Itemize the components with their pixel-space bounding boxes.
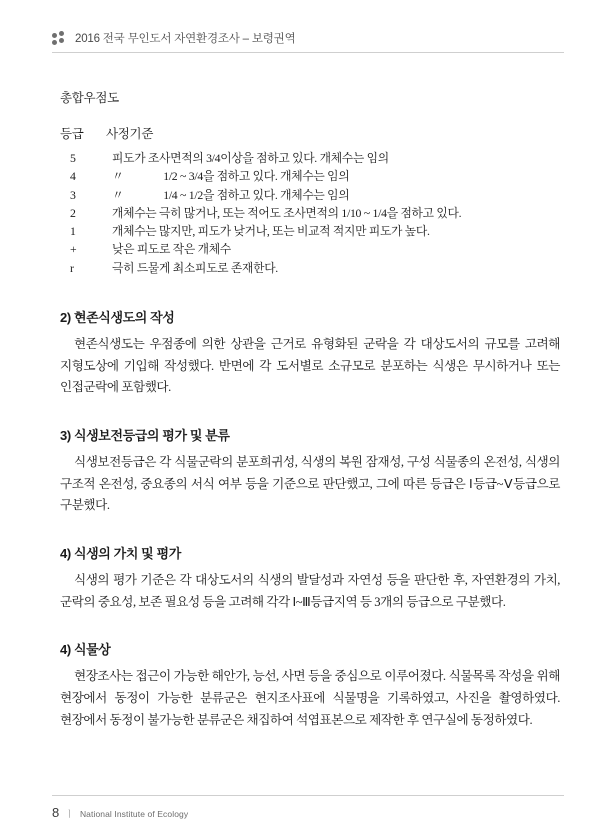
table-header-row	[60, 124, 560, 142]
cell-criteria: 개체수는 많지만, 피도가 낮거나, 또는 비교적 적지만 피도가 높다.	[112, 224, 430, 239]
section-heading: 3) 식생보전등급의 평가 및 분류	[60, 427, 230, 443]
page-number: 8	[52, 805, 60, 820]
table-row	[60, 259, 560, 277]
table-row	[60, 222, 560, 240]
cell-grade: 1	[70, 224, 76, 239]
column-header-criteria: 사정기준	[106, 127, 154, 141]
cell-criteria: 〃 1/4 ~ 1/2을 점하고 있다. 개체수는 임의	[112, 187, 350, 202]
cell-grade: 2	[70, 205, 76, 220]
cell-criteria: 개체수는 극히 많거나, 또는 적어도 조사면적의 1/10 ~ 1/4을 점하고 있다.	[112, 205, 462, 220]
section-heading: 4) 식물상	[60, 642, 111, 658]
four-dots-icon	[52, 31, 68, 45]
cell-criteria: 〃 1/2 ~ 3/4을 점하고 있다. 개체수는 임의	[112, 169, 350, 184]
section-paragraph: 현존식생도는 우점종에 의한 상관을 근거로 유형화된 군락을 각 대상도서의 규모를 고려해 지형도상에 기입해 작성했다. 반면에 각 도서별로 소규모로 분포하는 식생은 무시하거나 또는 인접군락에 포함했다.	[60, 336, 560, 395]
grade-criteria-table	[60, 124, 560, 277]
footer-separator: ㅣ	[65, 809, 74, 819]
table-row	[60, 149, 560, 167]
page-header	[52, 26, 564, 50]
column-header-grade: 등급	[60, 127, 84, 141]
cell-grade: 5	[70, 151, 76, 165]
header-divider	[52, 52, 564, 53]
footer-divider	[52, 795, 564, 796]
section-hyeonjon-siksaengdo	[60, 307, 560, 399]
page-footer	[52, 805, 188, 820]
page-content	[60, 88, 560, 751]
section-paragraph: 식생의 평가 기준은 각 대상도서의 식생의 발달성과 자연성 등을 판단한 후, 자연환경의 가치, 군락의 중요성, 보존 필요성 등을 고려해 각각 Ⅰ~Ⅲ등급지역 등 3개의 등급으로 구분했다.	[60, 572, 560, 609]
cell-grade: +	[70, 242, 77, 257]
table-row	[60, 167, 560, 185]
cell-grade: r	[70, 260, 74, 275]
section-heading: 2) 현존식생도의 작성	[60, 309, 175, 325]
section-paragraph: 식생보전등급은 각 식물군락의 분포희귀성, 식생의 복원 잠재성, 구성 식물종의 온전성, 식생의 구조적 온전성, 중요종의 서식 여부 등을 기준으로 판단했고, 그에 따른 등급은 Ⅰ등급~Ⅴ등급으로 구분했다.	[60, 454, 560, 513]
table-row	[60, 240, 560, 258]
section-sikmulsang	[60, 639, 560, 731]
section-paragraph: 현장조사는 접근이 가능한 해안가, 능선, 사면 등을 중심으로 이루어졌다. 식물목록 작성을 위해 현장에서 동정이 가능한 분류군은 현지조사표에 식물명을 기록하였고, 사진을 촬영하였다. 현장에서 동정이 불가능한 분류군은 채집하여 석엽표본으로 제작한 후 연구실에 동정하였다.	[60, 669, 560, 727]
cell-criteria: 극히 드물게 최소피도로 존재한다.	[112, 260, 278, 275]
cell-criteria: 낮은 피도로 작은 개체수	[112, 242, 231, 257]
lead-title: 총합우점도	[60, 91, 119, 105]
cell-grade: 3	[70, 187, 76, 202]
footer-organization: National Institute of Ecology	[79, 809, 189, 819]
header-title: 2016 전국 무인도서 자연환경조사 – 보령권역	[75, 33, 296, 45]
section-siksaeng-gachi	[60, 543, 560, 613]
cell-criteria: 피도가 조사면적의 3/4이상을 점하고 있다. 개체수는 임의	[112, 151, 389, 165]
table-row	[60, 186, 560, 204]
cell-grade: 4	[70, 169, 76, 184]
section-heading: 4) 식생의 가치 및 평가	[60, 545, 181, 561]
table-row	[60, 204, 560, 222]
section-siksaeng-bojeon-deunggeup	[60, 425, 560, 517]
